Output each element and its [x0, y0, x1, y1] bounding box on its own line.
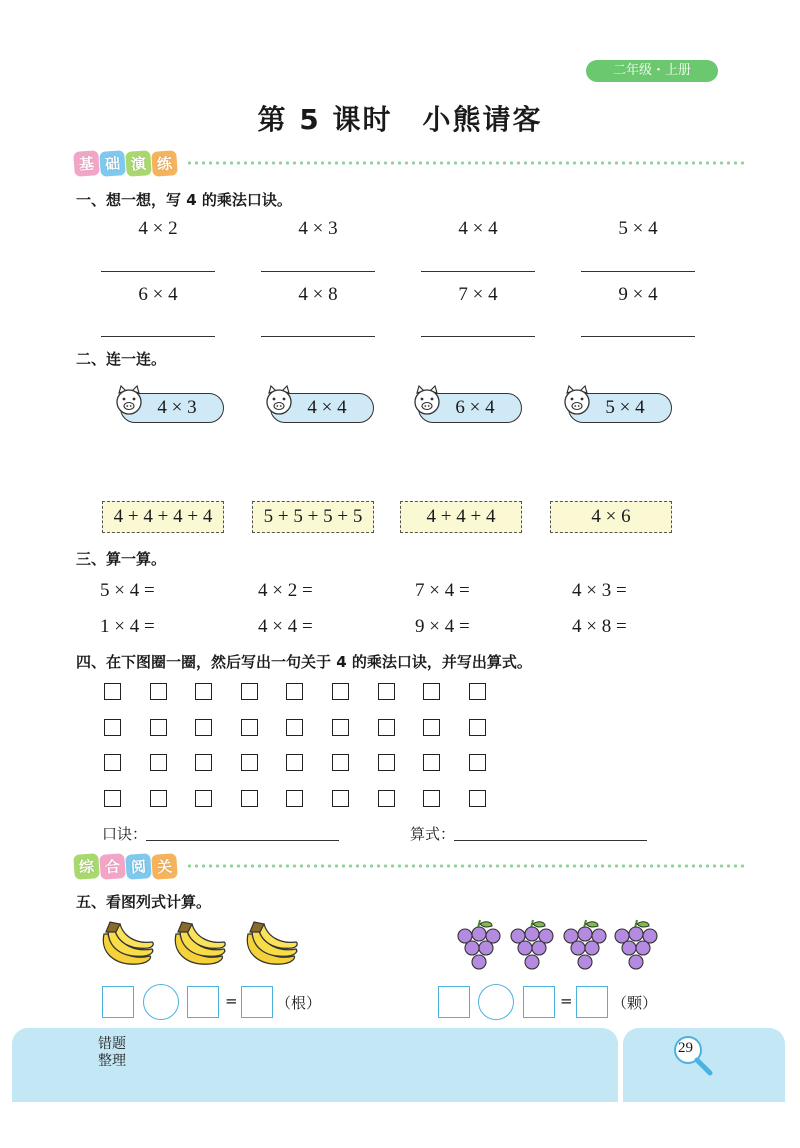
error-label-line: 错题: [98, 1036, 126, 1052]
grid-square[interactable]: [332, 754, 349, 771]
pig-bubble-text: 6 × 4: [418, 393, 522, 423]
equation-box[interactable]: [438, 986, 470, 1018]
dotted-divider: [186, 161, 748, 165]
grid-square[interactable]: [469, 754, 486, 771]
page-number: 29: [678, 1040, 693, 1056]
answer-line[interactable]: [421, 271, 535, 272]
q1-item: 4 × 8: [298, 284, 338, 305]
sum-box[interactable]: 5 + 5 + 5 + 5: [252, 501, 374, 533]
calc-item: 4 × 3 =: [572, 580, 627, 601]
banner-char: 基: [73, 150, 100, 177]
banner-char: 综: [73, 853, 100, 880]
grape-bunch-icon: [613, 918, 659, 972]
grape-bunch-icon: [562, 918, 608, 972]
grade-badge: 二年级・上册: [586, 60, 718, 82]
answer-box[interactable]: [576, 986, 608, 1018]
pig-icon: [262, 384, 296, 418]
grid-square[interactable]: [332, 790, 349, 807]
answer-line[interactable]: [101, 271, 215, 272]
grid-square[interactable]: [332, 683, 349, 700]
answer-line[interactable]: [101, 336, 215, 337]
grid-square[interactable]: [378, 754, 395, 771]
comprehensive-banner: [74, 851, 178, 881]
grid-square[interactable]: [286, 719, 303, 736]
koujue-label: 口诀：: [102, 825, 148, 843]
q3-heading: 三、算一算。: [76, 550, 167, 568]
equation-box[interactable]: [102, 986, 134, 1018]
pig-bubble-text: 5 × 4: [568, 393, 672, 423]
unit-label: （颗）: [612, 994, 658, 1012]
equals-sign: =: [225, 992, 238, 1010]
pig-icon: [112, 384, 146, 418]
banana-bunch-icon: [170, 918, 228, 970]
grid-square[interactable]: [423, 754, 440, 771]
q1-item: 5 × 4: [618, 218, 658, 239]
pig-bubble[interactable]: [262, 390, 374, 424]
equation-box[interactable]: [187, 986, 219, 1018]
grid-square[interactable]: [378, 719, 395, 736]
grid-square[interactable]: [241, 754, 258, 771]
banner-char: 练: [151, 150, 178, 177]
q5-heading: 五、看图列式计算。: [76, 893, 212, 911]
grid-square[interactable]: [241, 719, 258, 736]
grid-square[interactable]: [195, 754, 212, 771]
grid-square[interactable]: [104, 683, 121, 700]
grid-square[interactable]: [378, 790, 395, 807]
unit-label: （根）: [276, 994, 322, 1012]
banner-char: 合: [99, 853, 126, 880]
page-title: 第 5 课时 小熊请客: [257, 103, 543, 136]
q4-heading: 四、在下图圈一圈，然后写出一句关于 4 的乘法口诀，并写出算式。: [76, 653, 532, 671]
calc-item: 4 × 2 =: [258, 580, 313, 601]
answer-line[interactable]: [261, 336, 375, 337]
grid-square[interactable]: [241, 790, 258, 807]
grid-square[interactable]: [469, 719, 486, 736]
sum-box[interactable]: 4 × 6: [550, 501, 672, 533]
calc-item: 1 × 4 =: [100, 616, 155, 637]
sum-box[interactable]: 4 + 4 + 4: [400, 501, 522, 533]
equals-sign: =: [560, 992, 573, 1010]
grid-square[interactable]: [195, 790, 212, 807]
grid-square[interactable]: [150, 719, 167, 736]
grid-square[interactable]: [423, 683, 440, 700]
answer-box[interactable]: [241, 986, 273, 1018]
basic-practice-banner: [74, 148, 178, 178]
pig-bubble[interactable]: [560, 390, 672, 424]
grid-square[interactable]: [286, 754, 303, 771]
error-note-label: [98, 1036, 126, 1070]
grid-square[interactable]: [332, 719, 349, 736]
banana-bunch-icon: [242, 918, 300, 970]
q1-item: 4 × 3: [298, 218, 338, 239]
operator-circle[interactable]: [478, 984, 514, 1020]
grid-square[interactable]: [150, 790, 167, 807]
banner-char: 础: [99, 150, 126, 177]
calc-item: 9 × 4 =: [415, 616, 470, 637]
pig-bubble-text: 4 × 4: [270, 393, 374, 423]
answer-line[interactable]: [581, 336, 695, 337]
grid-square[interactable]: [104, 754, 121, 771]
q2-heading: 二、连一连。: [76, 350, 167, 368]
banner-char: 演: [125, 150, 152, 177]
calc-item: 4 × 4 =: [258, 616, 313, 637]
grid-square[interactable]: [195, 683, 212, 700]
q1-item: 9 × 4: [618, 284, 658, 305]
pig-bubble[interactable]: [410, 390, 522, 424]
koujue-answer-line[interactable]: [146, 840, 339, 841]
grid-square[interactable]: [286, 683, 303, 700]
operator-circle[interactable]: [143, 984, 179, 1020]
grid-square[interactable]: [150, 754, 167, 771]
grape-bunch-icon: [456, 918, 502, 972]
pig-bubble[interactable]: [112, 390, 224, 424]
calc-item: 4 × 8 =: [572, 616, 627, 637]
suanshi-label: 算式：: [410, 825, 456, 843]
grape-bunch-icon: [509, 918, 555, 972]
banana-bunch-icon: [98, 918, 156, 970]
calc-item: 5 × 4 =: [100, 580, 155, 601]
grid-square[interactable]: [469, 683, 486, 700]
grid-square[interactable]: [104, 790, 121, 807]
q1-item: 7 × 4: [458, 284, 498, 305]
q1-heading: 一、想一想，写 4 的乘法口诀。: [76, 191, 292, 209]
pig-bubble-text: 4 × 3: [120, 393, 224, 423]
grid-square[interactable]: [423, 719, 440, 736]
suanshi-answer-line[interactable]: [454, 840, 647, 841]
q1-item: 4 × 4: [458, 218, 498, 239]
banner-char: 阅: [125, 853, 152, 880]
grid-square[interactable]: [150, 683, 167, 700]
grid-square[interactable]: [286, 790, 303, 807]
sum-box[interactable]: 4 + 4 + 4 + 4: [102, 501, 224, 533]
error-label-line: 整理: [98, 1053, 126, 1069]
calc-item: 7 × 4 =: [415, 580, 470, 601]
q1-item: 4 × 2: [138, 218, 178, 239]
answer-line[interactable]: [421, 336, 535, 337]
grid-square[interactable]: [195, 719, 212, 736]
answer-line[interactable]: [261, 271, 375, 272]
grid-square[interactable]: [378, 683, 395, 700]
grid-square[interactable]: [104, 719, 121, 736]
pig-icon: [410, 384, 444, 418]
grid-square[interactable]: [241, 683, 258, 700]
pig-icon: [560, 384, 594, 418]
equation-box[interactable]: [523, 986, 555, 1018]
banner-char: 关: [151, 853, 178, 880]
dotted-divider: [186, 864, 748, 868]
answer-line[interactable]: [581, 271, 695, 272]
q1-item: 6 × 4: [138, 284, 178, 305]
grid-square[interactable]: [469, 790, 486, 807]
grid-square[interactable]: [423, 790, 440, 807]
